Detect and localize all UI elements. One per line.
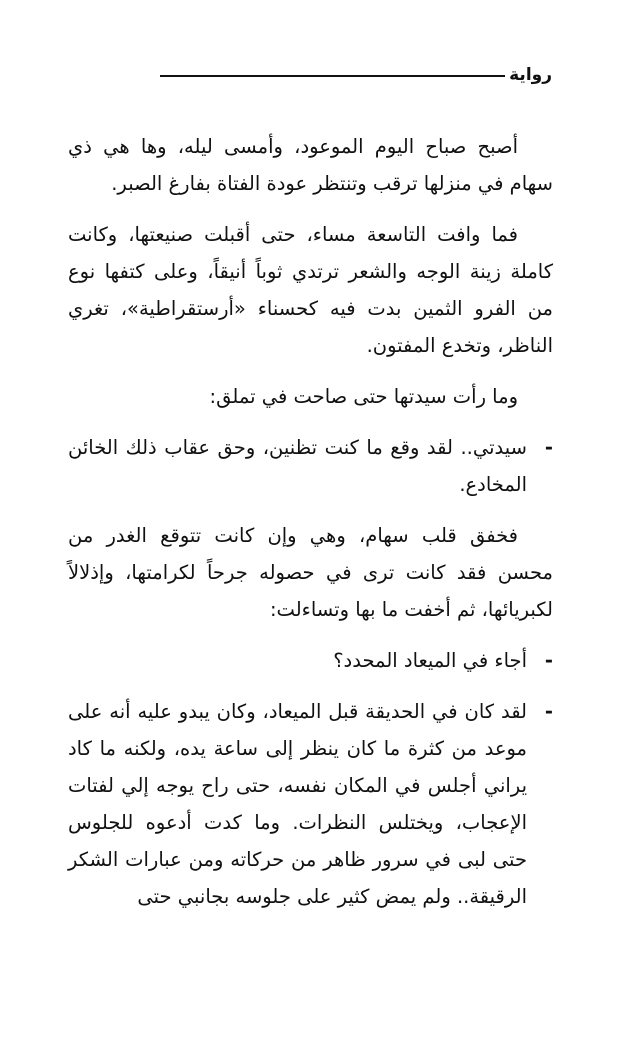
dialogue-2 <box>68 642 553 679</box>
paragraph-4: فخفق قلب سهام، وهي وإن كانت تتوقع الغدر من محسن فقد كانت ترى في حصوله جرحاً لكرامتها، وإذلالاً لكبريائها، ثم أخفت ما بها وتساءلت: <box>68 524 553 621</box>
dialogue-2-text: أجاء في الميعاد المحدد؟ <box>333 649 527 672</box>
dialogue-3-text: لقد كان في الحديقة قبل الميعاد، وكان يبدو عليه أنه على موعد من كثرة ما كان ينظر إلى ساعة يده، ولكنه ما كاد يراني أجلس في المكان نفسه، حتى راح يوجه إلي لفتات الإعجاب، ويختلس النظرات. وما كدت أدعوه للجلوس حتى لبى في سرور ظاهر من حركاته ومن عبارات الشكر الرقيقة.. ولم يمض كثير على جلوسه بجانبي حتى <box>68 700 527 908</box>
header-rule-line <box>160 75 505 77</box>
page-body-text <box>68 128 553 929</box>
header-section-title: رواية <box>509 65 552 85</box>
dialogue-dash: - <box>544 436 553 459</box>
dialogue-1-text: سيدتي.. لقد وقع ما كنت تظنين، وحق عقاب ذلك الخائن المخادع. <box>68 436 527 496</box>
paragraph-2: فما وافت التاسعة مساء، حتى أقبلت صنيعتها، وكانت كاملة زينة الوجه والشعر ترتدي ثوباً أنيقاً، وعلى كتفها نوع من الفرو الثمين بدت فيه كحسناء «أرستقراطية»، تغري الناظر، وتخدع المفتون. <box>68 223 553 357</box>
dialogue-1 <box>68 429 553 503</box>
paragraph-3: وما رأت سيدتها حتى صاحت في تملق: <box>209 385 518 408</box>
dialogue-3 <box>68 693 553 915</box>
dialogue-dash: - <box>544 649 553 672</box>
dialogue-dash: - <box>544 700 553 723</box>
running-header <box>160 62 552 88</box>
paragraph-1: أصبح صباح اليوم الموعود، وأمسى ليله، وها هي ذي سهام في منزلها ترقب وتنتظر عودة الفتاة بفارغ الصبر. <box>68 135 553 195</box>
